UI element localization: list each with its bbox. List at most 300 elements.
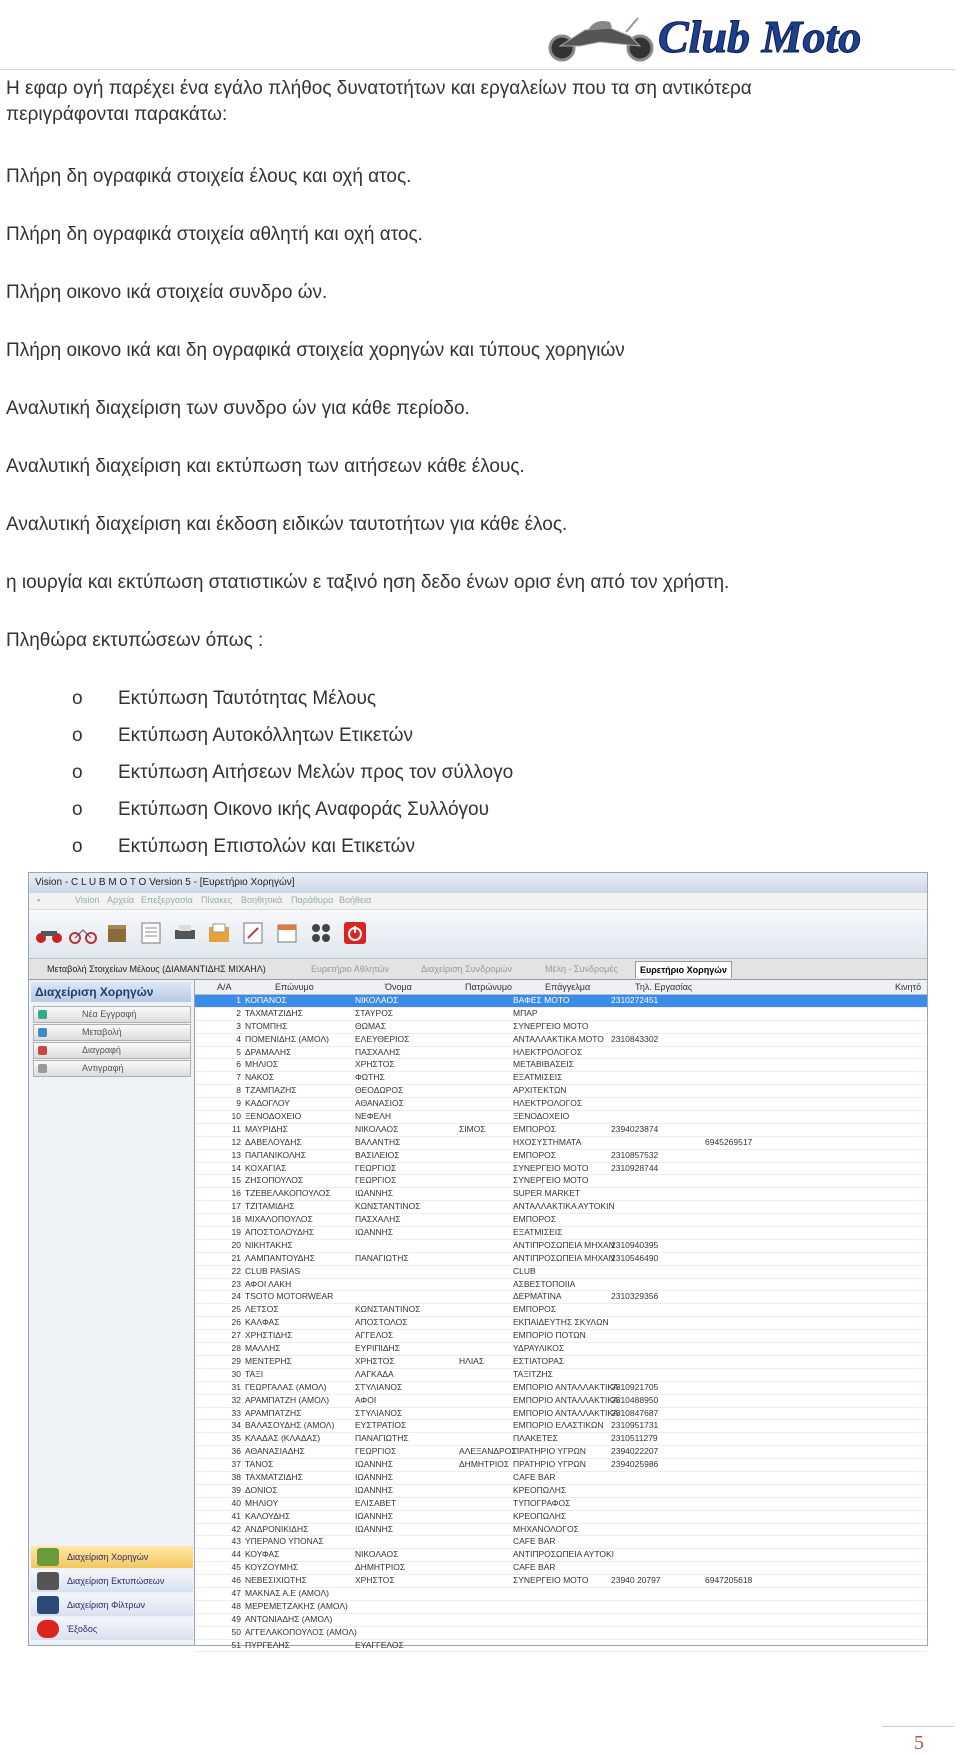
table-cell: ΙΩΑΝΝΗΣ [355, 1471, 394, 1482]
side-panel-title: Διαχείριση Χορηγών [31, 982, 191, 1002]
table-cell: 2394023874 [611, 1123, 659, 1134]
table-row[interactable] [195, 1330, 927, 1343]
feature-text: Πλήρη δη ογραφικά στοιχεία αθλητή και οχή ατος. [6, 224, 423, 245]
table-cell: ΑΠΟΣΤΟΛΟΥΔΗΣ [245, 1227, 315, 1238]
table-cell: 16 [231, 1188, 241, 1199]
table-cell: 35 [231, 1433, 241, 1444]
table-cell: 2310488950 [611, 1394, 659, 1405]
table-row[interactable] [195, 1601, 927, 1614]
table-cell: ΝΕΒΕΣΙΧΙΩΤΗΣ [245, 1575, 307, 1586]
header-rule [0, 69, 955, 70]
table-cell: 44 [231, 1549, 241, 1560]
table-cell: ΑΝΤΑΛΛΑΚΤΙΚΑ ΜΟΤΟ [513, 1033, 604, 1044]
table-cell: 51 [231, 1639, 241, 1650]
table-row[interactable] [195, 1588, 927, 1601]
table-cell: ΑΝΤΙΠΡΟΣΩΠΕΙΑ ΜΗΧΑΝ [513, 1252, 615, 1263]
table-cell: ΠΟΜΕΝΙΔΗΣ (ΑΜΟΛ) [245, 1033, 329, 1044]
table-row[interactable] [195, 1085, 927, 1098]
table-cell: ΕΜΠΟΡΟΣ [513, 1149, 557, 1160]
table-cell: ΙΩΑΝΝΗΣ [355, 1484, 394, 1495]
table-cell: ΝΙΚΟΛΑΟΣ [355, 995, 399, 1005]
table-cell: ΙΩΑΝΝΗΣ [355, 1510, 394, 1521]
table-row[interactable] [195, 1227, 927, 1240]
menu-item[interactable]: Επεξεργασία [141, 895, 193, 905]
table-cell: ΞΕΝΟΔΟΧΕΙΟ [513, 1111, 570, 1122]
tab-sponsors[interactable]: Ευρετήριο Χορηγών [635, 961, 732, 978]
menu-item[interactable]: Αρχεία [107, 895, 135, 905]
tab-subscriptions[interactable]: Διαχείριση Συνδρομών [421, 964, 512, 974]
table-cell: ΔΕΡΜΑΤΙΝΑ [513, 1291, 562, 1302]
table-cell: ΚΟΥΦΑΣ [245, 1549, 280, 1560]
page-number-rule [882, 1726, 954, 1727]
button-label: Διαγραφή [82, 1045, 121, 1055]
table-cell: 2310511279 [611, 1433, 658, 1444]
menu-item[interactable]: Βοήθεια [339, 895, 372, 905]
table-cell: 7 [236, 1072, 241, 1083]
table-cell: 2310857532 [611, 1149, 659, 1160]
table-cell: ΠΡΑΤΗΡΙΟ ΥΓΡΩΝ [513, 1459, 586, 1470]
table-row[interactable] [195, 1034, 927, 1047]
edit-icon [38, 1028, 47, 1037]
table-cell: 15 [231, 1175, 241, 1186]
table-cell: 2310928744 [611, 1162, 659, 1173]
table-cell: 32 [231, 1394, 241, 1405]
table-cell: ΠΑΣΧΑΛΗΣ [355, 1214, 401, 1225]
table-cell: ΗΧΟΣΥΣΤΗΜΑΤΑ [513, 1136, 582, 1147]
table-row[interactable] [195, 1614, 927, 1627]
bullet-marker: o [72, 688, 83, 709]
table-cell: ΖΗΣΟΠΟΥΛΟΣ [245, 1175, 304, 1186]
printer-icon[interactable] [171, 920, 199, 946]
table-cell: ΜΑΚΝΑΣ Α.Ε (ΑΜΟΛ) [245, 1587, 329, 1598]
table-row[interactable] [195, 1382, 927, 1395]
table-row[interactable] [195, 1356, 927, 1369]
table-cell: 4 [236, 1033, 241, 1044]
table-cell: CAFE BAR [513, 1536, 556, 1547]
table-cell: 29 [231, 1355, 241, 1366]
bullet-marker: o [72, 799, 83, 820]
tab-member-edit[interactable]: Μεταβολή Στοιχείων Μέλους (ΔΙΑΜΑΝΤΙΔΗΣ ΜΙΧΑΗΛ) [47, 964, 266, 974]
table-cell: ΠΑΠΑΝΙΚΟΛΗΣ [245, 1149, 307, 1160]
table-cell: ΙΩΑΝΝΗΣ [355, 1188, 394, 1199]
table-cell: ΝΕΦΕΛΗ [355, 1111, 392, 1122]
column-header[interactable]: Πατρώνυμο [465, 982, 513, 992]
table-cell: 23 [231, 1278, 241, 1289]
nav-label: Διαχείριση Χορηγών [67, 1552, 149, 1562]
table-cell: ΜΕΝΤΕΡΗΣ [245, 1355, 292, 1366]
table-cell: 17 [231, 1201, 241, 1212]
table-cell: ΝΙΚΗΤΑΚΗΣ [245, 1239, 293, 1250]
table-cell: 25 [231, 1304, 241, 1315]
table-cell: 43 [231, 1536, 241, 1547]
table-row[interactable] [195, 1008, 927, 1021]
table-cell: 2310951731 [611, 1420, 659, 1431]
table-cell: 33 [231, 1407, 241, 1418]
table-cell: ΔΗΜΗΤΡΙΟΣ [355, 1562, 406, 1573]
table-cell: CAFE BAR [513, 1562, 556, 1573]
nav-filters[interactable] [31, 1594, 193, 1616]
delete-icon [38, 1046, 47, 1055]
table-row[interactable] [195, 1562, 927, 1575]
table-cell: ΚΟΠΑΝΟΣ [245, 995, 287, 1005]
table-cell: 2310847687 [611, 1407, 659, 1418]
table-cell: 22 [231, 1265, 241, 1276]
table-cell: ΠΑΝΑΓΙΩΤΗΣ [355, 1433, 409, 1444]
table-cell: 8 [236, 1085, 241, 1096]
table-cell: 2 [236, 1007, 241, 1018]
table-row[interactable] [195, 1059, 927, 1072]
table-cell: ΓΕΩΡΓΙΟΣ [355, 1446, 397, 1457]
intro-line-2: περιγράφονται παρακάτω: [6, 104, 228, 125]
table-row[interactable] [195, 1137, 927, 1150]
column-header[interactable]: Όνομα [385, 982, 412, 992]
box-icon[interactable] [103, 920, 131, 946]
bicycle-icon[interactable] [69, 920, 97, 946]
table-cell: ΑΦΟΙ ΛΑΚΗ [245, 1278, 292, 1289]
feature-text: Αναλυτική διαχείριση των συνδρο ών για κάθε περίοδο. [6, 398, 470, 419]
table-cell: 14 [231, 1162, 241, 1173]
bullet-marker: o [72, 725, 83, 746]
table-row[interactable] [195, 1266, 927, 1279]
table-cell: ΕΜΠΟΡΟΣ [513, 1123, 557, 1134]
table-cell: ΥΔΡΑΥΛΙΚΟΣ [513, 1343, 565, 1354]
table-row[interactable] [195, 1433, 927, 1446]
table-cell: ΣΥΝΕΡΓΕΙΟ ΜΟΤΟ [513, 1020, 589, 1031]
table-row[interactable] [195, 1446, 927, 1459]
moto-icon[interactable] [35, 920, 63, 946]
table-cell: ΤΑΧΜΑΤΖΙΔΗΣ [245, 1007, 303, 1018]
table-cell: 36 [231, 1446, 241, 1457]
table-cell: 28 [231, 1343, 241, 1354]
table-row[interactable] [195, 1408, 927, 1421]
table-row[interactable] [195, 1640, 927, 1653]
app-screenshot [28, 872, 928, 1650]
table-cell: ΕΜΠΟΡΟΣ [513, 1304, 557, 1315]
table-cell: ΑΡΑΜΠΑΤΖΗΣ [245, 1407, 302, 1418]
feature-text: Πλήρη δη ογραφικά στοιχεία έλους και οχή ατος. [6, 166, 412, 187]
table-cell: ΣΥΝΕΡΓΕΙΟ ΜΟΤΟ [513, 1175, 589, 1186]
table-row[interactable] [195, 1524, 927, 1537]
table-cell: ΤΖΙΤΑΜΙΔΗΣ [245, 1201, 295, 1212]
motorcycle-logo-icon [540, 8, 955, 66]
table-row[interactable] [195, 1485, 927, 1498]
table-cell: ΣΙΜΟΣ [459, 1123, 486, 1134]
table-cell: ΑΠΟΣΤΟΛΟΣ [355, 1317, 408, 1328]
table-cell: ΑΛΕΞΑΝΔΡΟΣ [459, 1446, 517, 1457]
table-cell: ΜΗΛΙΟΥ [245, 1497, 279, 1508]
column-header[interactable]: Κινητό [895, 982, 922, 992]
bullet-item: Εκτύπωση Επιστολών και Ετικετών [118, 836, 416, 857]
table-cell: ΔΗΜΗΤΡΙΟΣ [459, 1459, 510, 1470]
table-cell: ΙΩΑΝΝΗΣ [355, 1459, 394, 1470]
new-record-button[interactable] [33, 1006, 191, 1023]
table-cell: ΚΡΕΟΠΩΛΗΣ [513, 1484, 567, 1495]
table-cell: 50 [231, 1626, 241, 1637]
app-title: Vision - C L U B M O T O Version 5 - [Ευρετήριο Χορηγών] [35, 877, 295, 888]
table-row[interactable] [195, 1279, 927, 1292]
table-cell: 40 [231, 1497, 241, 1508]
table-cell: ΑΡΑΜΠΑΤΖΗ (ΑΜΟΛ) [245, 1394, 330, 1405]
table-cell: 2310940395 [611, 1239, 659, 1250]
table-cell: ΒΑΛΑΣΟΥΔΗΣ (ΑΜΟΛ) [245, 1420, 335, 1431]
table-row[interactable] [195, 1304, 927, 1317]
table-cell: ΓΕΩΡΓΙΟΣ [355, 1162, 397, 1173]
table-cell: 41 [231, 1510, 241, 1521]
table-cell: ΜΑΥΡΙΔΗΣ [245, 1123, 288, 1134]
table-cell: ΕΛΕΥΘΕΡΙΟΣ [355, 1033, 410, 1044]
table-row[interactable] [195, 1111, 927, 1124]
delete-record-button[interactable] [33, 1042, 191, 1059]
table-row[interactable] [195, 1627, 927, 1640]
menu-item[interactable]: Παράθυρα [291, 895, 334, 905]
table-cell: 37 [231, 1459, 241, 1470]
table-cell: 1 [236, 995, 241, 1005]
column-header[interactable]: Επάγγελμα [545, 982, 591, 992]
table-row[interactable] [195, 1150, 927, 1163]
table-row[interactable] [195, 1124, 927, 1137]
table-cell: ΛΑΓΚΑΔΑ [355, 1368, 394, 1379]
table-cell: 2310921705 [611, 1381, 659, 1392]
table-cell: ΧΡΗΣΤΟΣ [355, 1059, 395, 1070]
table-cell: 48 [231, 1600, 241, 1611]
table-cell: ΔΟΝΙΟΣ [245, 1484, 278, 1495]
table-cell: ΠΛΑΚΕΤΕΣ [513, 1433, 558, 1444]
table-row[interactable] [195, 1098, 927, 1111]
table-cell: ΕΛΙΣΑΒΕΤ [355, 1497, 397, 1508]
table-cell: ΑΣΒΕΣΤΟΠΟΙΙΑ [513, 1278, 576, 1289]
calendar-icon[interactable] [273, 920, 301, 946]
table-cell: 3 [236, 1020, 241, 1031]
table-cell: ΧΡΗΣΤΟΣ [355, 1575, 395, 1586]
table-row[interactable] [195, 1511, 927, 1524]
list-icon[interactable] [137, 920, 165, 946]
table-row[interactable] [195, 1317, 927, 1330]
table-row[interactable] [195, 1240, 927, 1253]
table-row[interactable] [195, 1549, 927, 1562]
feature-text: η ιουργία και εκτύπωση στατιστικών ε ταξινό ηση δεδο ένων ορισ ένη από τον χρήστη. [6, 572, 730, 593]
table-row[interactable] [195, 1472, 927, 1485]
table-cell: 26 [231, 1317, 241, 1328]
table-cell: ΞΕΝΟΔΟΧΕΙΟ [245, 1111, 302, 1122]
table-cell: ΚΑΛΦΑΣ [245, 1317, 280, 1328]
table-cell: ΠΑΝΑΓΙΩΤΗΣ [355, 1252, 409, 1263]
table-cell: 31 [231, 1381, 241, 1392]
new-icon [38, 1010, 47, 1019]
table-cell: 45 [231, 1562, 241, 1573]
table-cell: 6947205618 [705, 1575, 753, 1586]
table-cell: TSOTO MOTORWEAR [245, 1291, 334, 1302]
page-number: 5 [914, 1732, 924, 1754]
menu-item[interactable]: Vision [75, 895, 100, 905]
svg-text:Club Moto: Club Moto [658, 11, 862, 62]
nav-exit[interactable] [31, 1618, 193, 1640]
table-row[interactable] [195, 995, 927, 1008]
edit-record-button[interactable] [33, 1024, 191, 1041]
table-cell: ΔΑΒΕΛΟΥΔΗΣ [245, 1136, 302, 1147]
table-cell: 5 [236, 1046, 241, 1057]
edit-icon[interactable] [239, 920, 267, 946]
table-cell: ΘΩΜΑΣ [355, 1020, 386, 1031]
table-cell: ΚΟΧΑΓΙΑΣ [245, 1162, 287, 1173]
tab-members-subscriptions[interactable]: Μέλη - Συνδρομές [545, 964, 618, 974]
filter-icon [37, 1596, 59, 1614]
table-cell: ΝΤΟΜΠΗΣ [245, 1020, 288, 1031]
copy-record-button[interactable] [33, 1060, 191, 1077]
table-cell: 2310272451 [611, 995, 659, 1005]
column-header[interactable]: Α/Α [217, 982, 232, 992]
table-cell: ΕΥΣΤΡΑΤΙΟΣ [355, 1420, 407, 1431]
table-cell: 13 [231, 1149, 241, 1160]
button-label: Μεταβολή [82, 1027, 122, 1037]
table-row[interactable] [195, 1021, 927, 1034]
table-cell: ΣΥΝΕΡΓΕΙΟ ΜΟΤΟ [513, 1162, 589, 1173]
table-cell: ΛΑΜΠΑΝΤΟΥΔΗΣ [245, 1252, 315, 1263]
table-cell: ΕΜΠΟΡΙΟ ΑΝΤΑΛΛΑΚΤΙΚΑ [513, 1381, 619, 1392]
table-row[interactable] [195, 1459, 927, 1472]
table-cell: ΑΓΓΕΛΟΣ [355, 1330, 394, 1341]
table-cell: ΑΝΤΙΠΡΟΣΩΠΕΙΑ ΑΥΤΟΚΙ [513, 1549, 615, 1560]
table-cell: ΕΞΑΤΜΙΣΕΙΣ [513, 1227, 563, 1238]
bullet-item: Εκτύπωση Οικονο ικής Αναφοράς Συλλόγου [118, 799, 489, 820]
table-cell: ΣΥΝΕΡΓΕΙΟ ΜΟΤΟ [513, 1575, 589, 1586]
table-cell: ΚΟΥΖΟΥΜΗΣ [245, 1562, 299, 1573]
table-cell: 21 [231, 1252, 241, 1263]
table-cell: 11 [232, 1123, 241, 1134]
table-row[interactable] [195, 1291, 927, 1304]
table-row[interactable] [195, 1047, 927, 1060]
table-cell: ΑΝΤΩΝΙΑΔΗΣ (ΑΜΟΛ) [245, 1613, 333, 1624]
column-header[interactable]: Επώνυμο [275, 982, 314, 992]
menu-item[interactable]: Βοηθητικά [241, 895, 283, 905]
folder-icon[interactable] [205, 920, 233, 946]
table-cell: ΣΤΥΛΙΑΝΟΣ [355, 1381, 403, 1392]
side-panel [29, 980, 195, 1645]
table-row[interactable] [195, 1575, 927, 1588]
table-row[interactable] [195, 1536, 927, 1549]
table-cell: ΚΩΝΣΤΑΝΤΙΝΟΣ [355, 1304, 421, 1315]
table-cell: ΚΩΝΣΤΑΝΤΙΝΟΣ [355, 1201, 421, 1212]
table-row[interactable] [195, 1395, 927, 1408]
table-row[interactable] [195, 1072, 927, 1085]
table-cell: 46 [231, 1575, 241, 1586]
table-cell: ΠΥΡΓΕΛΗΣ [245, 1639, 290, 1650]
table-cell: ΕΥΡΙΠΙΔΗΣ [355, 1343, 400, 1354]
menu-file-icon[interactable]: ▪ [37, 895, 41, 905]
table-cell: ΓΕΩΡΓΑΛΑΣ (ΑΜΟΛ) [245, 1381, 327, 1392]
grid-icon[interactable] [307, 920, 335, 946]
table-cell: ΤΑΧΜΑΤΖΙΔΗΣ [245, 1471, 303, 1482]
table-cell: 2394022207 [611, 1446, 659, 1457]
table-cell: ΛΕΤΣΟΣ [245, 1304, 279, 1315]
bullet-marker: o [72, 762, 83, 783]
feature-text: Πληθώρα εκτυπώσεων όπως : [6, 630, 264, 651]
menu-item[interactable]: Πίνακες [201, 895, 233, 905]
table-cell: ΜΠΑΡ [513, 1007, 538, 1018]
table-cell: ΦΩΤΗΣ [355, 1072, 385, 1083]
nav-label: Διαχείριση Φίλτρων [67, 1600, 146, 1610]
app-titlebar [29, 873, 927, 893]
button-label: Νέα Εγγραφή [82, 1009, 137, 1019]
table-cell: ΣΤΑΥΡΟΣ [355, 1007, 394, 1018]
nav-label: Διαχείριση Εκτυπώσεων [67, 1576, 165, 1586]
table-row[interactable] [195, 1369, 927, 1382]
table-cell: CLUB [513, 1265, 536, 1276]
column-header[interactable]: Τηλ. Εργασίας [635, 982, 693, 992]
nav-sponsors[interactable] [31, 1546, 193, 1568]
table-row[interactable] [195, 1175, 927, 1188]
table-cell: ΑΦΟΙ [355, 1394, 377, 1405]
table-cell: 38 [231, 1471, 241, 1482]
table-cell: ΜΗΛΙΟΣ [245, 1059, 279, 1070]
table-cell: ΜΗΧΑΝΟΛΟΓΟΣ [513, 1523, 579, 1534]
table-cell: ΤΖΕΒΕΛΑΚΟΠΟΥΛΟΣ [245, 1188, 331, 1199]
table-row[interactable] [195, 1214, 927, 1227]
table-cell: ΕΞΑΤΜΙΣΕΙΣ [513, 1072, 563, 1083]
table-row[interactable] [195, 1253, 927, 1266]
table-cell: ΝΑΚΟΣ [245, 1072, 275, 1083]
printer-icon [37, 1572, 59, 1590]
table-header [195, 980, 927, 995]
table-cell: ΙΩΑΝΝΗΣ [355, 1523, 394, 1534]
table-cell: ΚΛΑΔΑΣ (ΚΛΑΔΑΣ) [245, 1433, 321, 1444]
table-cell: ΤΑΝΟΣ [245, 1459, 274, 1470]
table-row[interactable] [195, 1498, 927, 1511]
copy-icon [38, 1064, 47, 1073]
bullet-item: Εκτύπωση Ταυτότητας Μέλους [118, 688, 377, 709]
table-cell: 30 [231, 1368, 241, 1379]
feature-text: Πλήρη οικονο ικά στοιχεία συνδρο ών. [6, 282, 328, 303]
table-cell: 2310546490 [611, 1252, 659, 1263]
table-row[interactable] [195, 1201, 927, 1214]
table-cell: ΚΑΔΟΓΛΟΥ [245, 1098, 290, 1109]
table-cell: ΧΡΗΣΤΙΔΗΣ [245, 1330, 293, 1341]
table-cell: ΗΛΕΚΤΡΟΛΟΓΟΣ [513, 1098, 583, 1109]
table-cell: ΕΜΠΟΡΙΟ ΑΝΤΑΛΛΑΚΤΙΚΑ [513, 1394, 619, 1405]
table-cell: ΒΑΦΕΣ ΜΟΤΟ [513, 995, 570, 1005]
table-cell: 18 [231, 1214, 241, 1225]
feature-text: Αναλυτική διαχείριση και έκδοση ειδικών ταυτοτήτων για κάθε έλος. [6, 514, 568, 535]
table-row[interactable] [195, 1188, 927, 1201]
table-cell: 34 [231, 1420, 241, 1431]
button-label: Αντιγραφή [82, 1063, 124, 1073]
tab-athletes[interactable]: Ευρετήριο Αθλητών [311, 964, 390, 974]
table-cell: ΝΙΚΟΛΑΟΣ [355, 1123, 399, 1134]
app-toolbar [29, 910, 927, 959]
bullet-item: Εκτύπωση Αυτοκόλλητων Ετικετών [118, 725, 413, 746]
table-row[interactable] [195, 1343, 927, 1356]
table-cell: 42 [231, 1523, 241, 1534]
table-cell: ΕΚΠΑΙΔΕΥΤΗΣ ΣΚΥΛΩΝ [513, 1317, 609, 1328]
nav-prints[interactable] [31, 1570, 193, 1592]
document-tabs [29, 959, 927, 980]
table-cell: 10 [231, 1111, 241, 1122]
exit-icon [37, 1620, 59, 1638]
power-icon[interactable] [341, 920, 369, 946]
table-row[interactable] [195, 1420, 927, 1433]
table-body [195, 995, 927, 1652]
table-cell: 27 [231, 1330, 241, 1341]
table-cell: ΝΙΚΟΛΑΟΣ [355, 1549, 399, 1560]
table-cell: 20 [231, 1239, 241, 1250]
table-cell: ΑΝΔΡΟΝΙΚΙΔΗΣ [245, 1523, 309, 1534]
table-cell: ΘΕΟΔΩΡΟΣ [355, 1085, 404, 1096]
table-cell: ΤΖΑΜΠΑΖΗΣ [245, 1085, 297, 1096]
table-cell: 12 [231, 1136, 241, 1147]
intro-line-1: Η εφαρ ογή παρέχει ένα εγάλο πλήθος δυνατοτήτων και εργαλείων που τα ση αντικότερα [6, 78, 752, 99]
table-cell: ΑΝΤΙΠΡΟΣΩΠΕΙΑ ΜΗΧΑΝ [513, 1239, 615, 1250]
table-row[interactable] [195, 1163, 927, 1176]
table-cell: ΒΑΛΑΝΤΗΣ [355, 1136, 401, 1147]
